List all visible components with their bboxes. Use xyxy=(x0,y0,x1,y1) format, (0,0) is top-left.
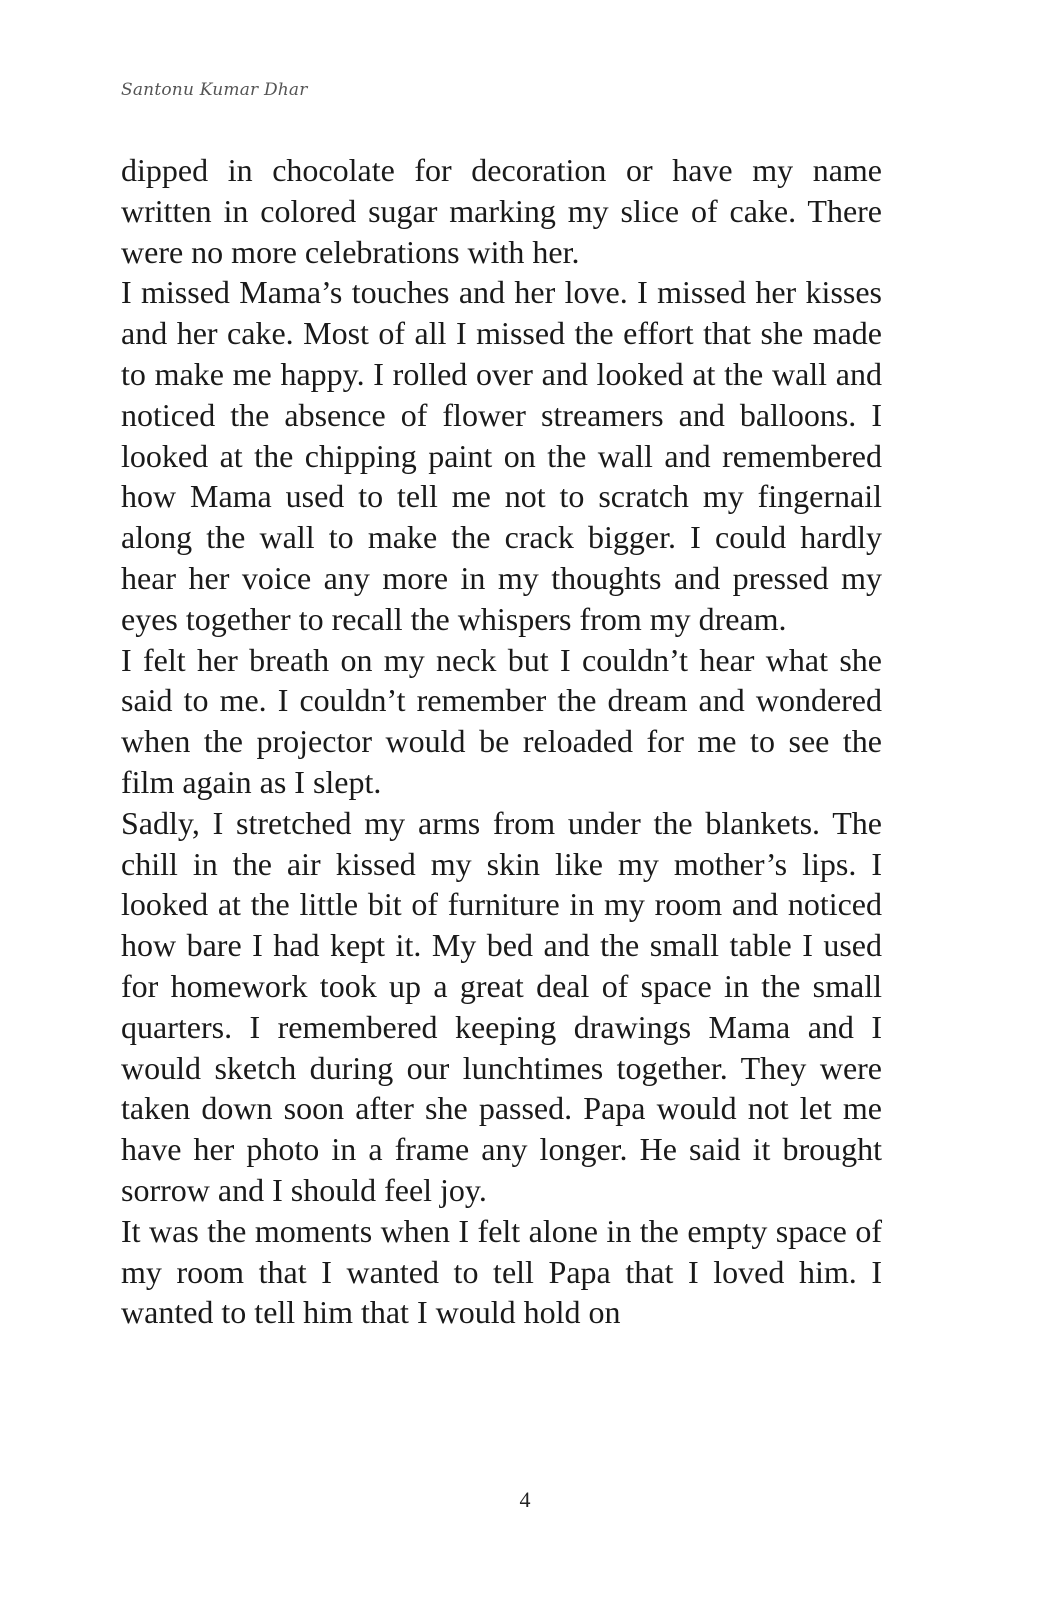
page-number: 4 xyxy=(519,1487,531,1512)
paragraph: I missed Mama’s touches and her love. I missed her kisses and her cake. Most of all I missed the effort that she made to make me happy. I rolled over and looked at the wall and noticed the absence of flower streamers and balloons. I looked at the chipping paint on the wall and remembered how Mama used to tell me not to scratch my fingernail along the wall to make the crack bigger. I could hardly hear her voice any more in my thoughts and pressed my eyes together to recall the whispers from my dream. xyxy=(121,274,882,637)
paragraph: dipped in chocolate for decoration or have my name written in colored sugar marking my slice of cake. There were no more celebrations with her. xyxy=(121,152,882,270)
paragraph: Sadly, I stretched my arms from under the blankets. The chill in the air kissed my skin like my mother’s lips. I looked at the little bit of furniture in my room and noticed how bare I had kept it. My bed and the small table I used for homework took up a great deal of space in the small quarters. I remembered keeping drawings Mama and I would sketch during our lunchtimes together. They were taken down soon after she passed. Papa would not let me have her photo in a frame any longer. He said it brought sorrow and I should feel joy. xyxy=(121,804,882,1208)
paragraph: It was the moments when I felt alone in the empty space of my room that I wanted to tell Papa that I loved him. I wanted to tell him that I would hold on xyxy=(121,1212,882,1331)
running-head-author: Santonu Kumar Dhar xyxy=(121,80,308,100)
body-text xyxy=(121,150,882,1333)
paragraph: I felt her breath on my neck but I couldn’t hear what she said to me. I couldn’t remember the dream and wondered when the projector would be reloaded for me to see the film again as I slept. xyxy=(121,641,882,800)
